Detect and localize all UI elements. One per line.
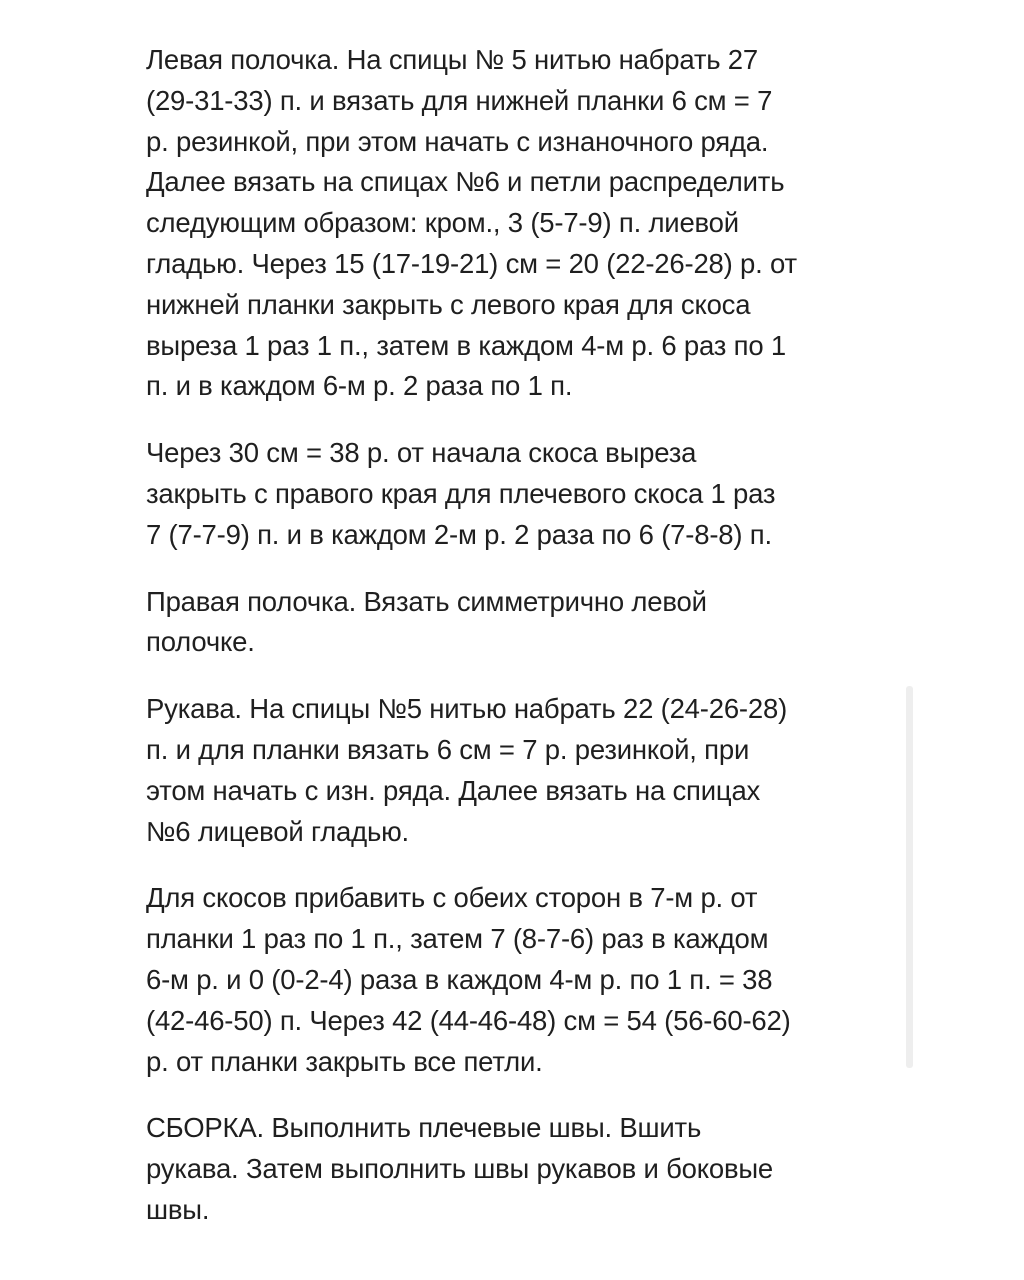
text-line: швы.	[146, 1193, 210, 1225]
text-line: Правая полочка. Вязать симметрично левой	[146, 585, 707, 617]
text-line: планки 1 раз по 1 п., затем 7 (8-7-6) раз в каждом	[146, 923, 769, 955]
text-line: выреза 1 раз 1 п., затем в каждом 4-м р. 6 раз по 1	[146, 329, 786, 361]
text-line: полочке.	[146, 626, 255, 658]
text-line: 6-м р. и 0 (0-2-4) раза в каждом 4-м р. по 1 п. = 38	[146, 963, 773, 995]
text-line: Рукава. На спицы №5 нитью набрать 22 (24-26-28)	[146, 693, 788, 725]
text-line: СБОРКА. Выполнить плечевые швы. Вшить	[146, 1112, 702, 1144]
text-line: п. и для планки вязать 6 см = 7 р. резинкой, при	[146, 733, 750, 765]
paragraph-gap	[146, 852, 896, 878]
text-line: Для скосов прибавить с обеих сторон в 7-м р. от	[146, 882, 758, 914]
paragraph-gap	[146, 663, 896, 689]
document-body	[146, 40, 896, 1231]
text-line: Левая полочка. На спицы № 5 нитью набрать 27	[146, 44, 758, 75]
text-line: закрыть с правого края для плечевого скоса 1 раз	[146, 477, 776, 509]
paragraph-shoulder-bevel	[146, 433, 896, 555]
paragraph-right-front	[146, 582, 896, 664]
text-line: следующим образом: кром., 3 (5-7-9) п. лиевой	[146, 207, 739, 239]
text-line: (29-31-33) п. и вязать для нижней планки 6 см = 7	[146, 84, 773, 116]
paragraph-sleeve-bevels	[146, 878, 896, 1082]
text-line: нижней планки закрыть с левого края для скоса	[146, 288, 751, 320]
paragraph-sleeves	[146, 689, 896, 852]
paragraph-gap	[146, 407, 896, 433]
paragraph-assembly	[146, 1108, 896, 1230]
scrollbar[interactable]	[906, 686, 913, 1068]
paragraph-gap	[146, 1082, 896, 1108]
paragraph-left-front	[146, 40, 896, 407]
text-line: этом начать с изн. ряда. Далее вязать на спицах	[146, 774, 761, 806]
text-line: р. от планки закрыть все петли.	[146, 1045, 543, 1077]
text-line: рукава. Затем выполнить швы рукавов и боковые	[146, 1153, 774, 1185]
text-line: р. резинкой, при этом начать с изнаночного ряда.	[146, 125, 769, 157]
text-line: Через 30 см = 38 р. от начала скоса выреза	[146, 437, 697, 469]
text-line: №6 лицевой гладью.	[146, 815, 409, 847]
paragraph-gap	[146, 556, 896, 582]
text-line: (42-46-50) п. Через 42 (44-46-48) см = 54 (56-60-62)	[146, 1004, 791, 1036]
text-line: гладью. Через 15 (17-19-21) см = 20 (22-26-28) р. от	[146, 247, 797, 279]
text-line: Далее вязать на спицах №6 и петли распределить	[146, 166, 785, 198]
text-line: 7 (7-7-9) п. и в каждом 2-м р. 2 раза по 6 (7-8-8) п.	[146, 518, 772, 550]
text-line: п. и в каждом 6-м р. 2 раза по 1 п.	[146, 370, 573, 402]
